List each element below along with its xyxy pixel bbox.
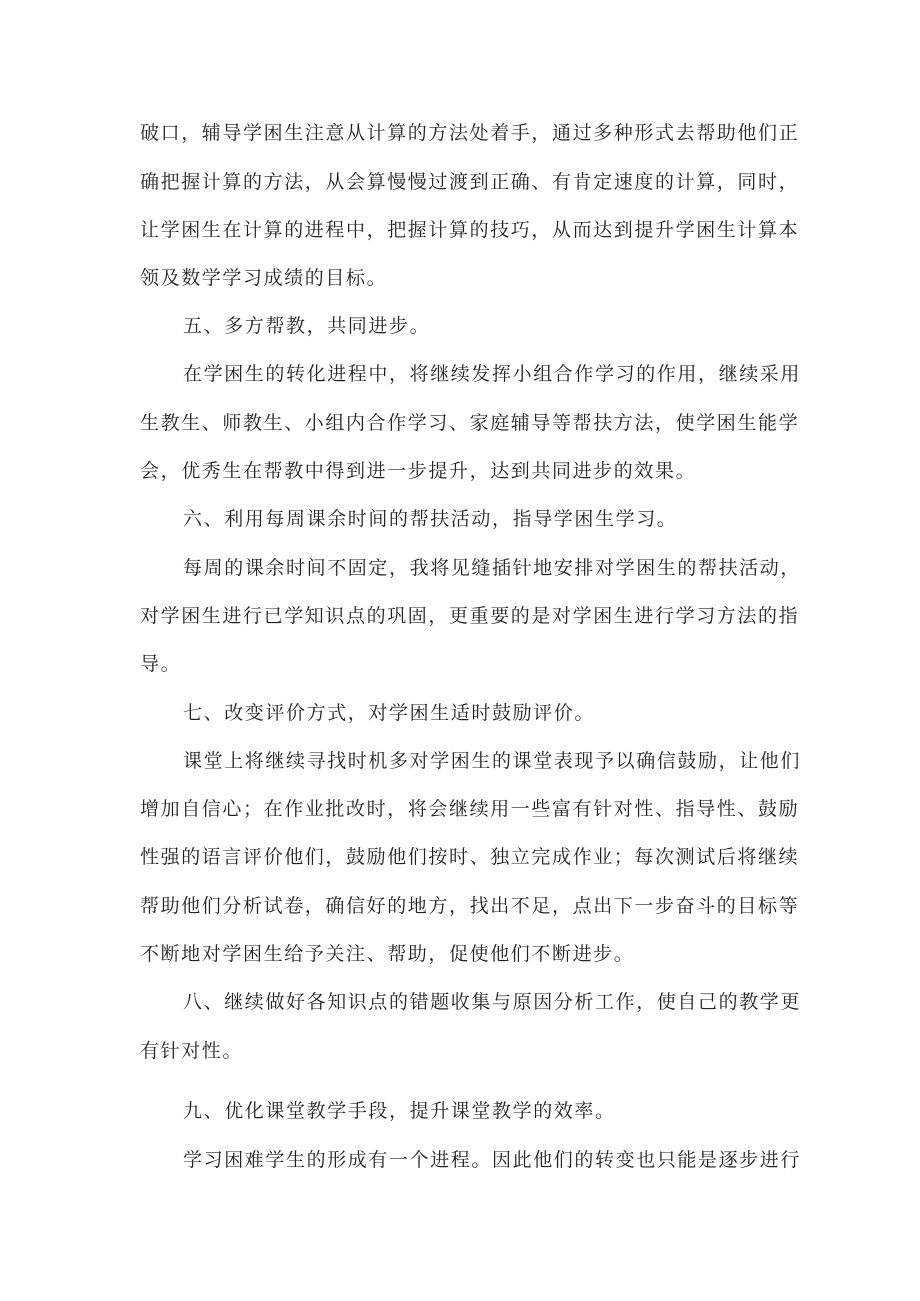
section-heading: 八、继续做好各知识点的错题收集与原因分析工作，使自己的教学更: [183, 991, 802, 1013]
text-line: 在学困生的转化进程中，将继续发挥小组合作学习的作用，继续采用: [183, 363, 802, 385]
text-line: 课堂上将继续寻找时机多对学困生的课堂表现予以确信鼓励，让他们: [183, 750, 802, 772]
text-line: 领及数学学习成绩的目标。: [140, 267, 388, 289]
text-line: 对学困生进行已学知识点的巩固，更重要的是对学困生进行学习方法的指: [140, 605, 800, 627]
text-line: 有针对性。: [140, 1040, 244, 1062]
text-line: 每周的课余时间不固定，我将见缝插针地安排对学困生的帮扶活动，: [183, 557, 802, 579]
section-heading: 五、多方帮教，共同进步。: [183, 315, 431, 337]
text-line: 帮助他们分析试卷，确信好的地方，找出不足，点出下一步奋斗的目标等: [140, 895, 800, 917]
text-line: 不断地对学困生给予关注、帮助，促使他们不断进步。: [140, 943, 635, 965]
text-line: 让学困生在计算的进程中，把握计算的技巧，从而达到提升学困生计算本: [140, 219, 800, 241]
text-line: 增加自信心；在作业批改时，将会继续用一些富有针对性、指导性、鼓励: [140, 798, 800, 820]
text-line: 学习困难学生的形成有一个进程。因此他们的转变也只能是逐步进行: [183, 1149, 802, 1171]
text-line: 性强的语言评价他们，鼓励他们按时、独立完成作业；每次测试后将继续: [140, 846, 800, 868]
text-line: 导。: [140, 653, 182, 675]
section-heading: 九、优化课堂教学手段，提升课堂教学的效率。: [183, 1100, 616, 1122]
text-line: 破口，辅导学困生注意从计算的方法处着手，通过多种形式去帮助他们正: [140, 122, 800, 144]
text-line: 会，优秀生在帮教中得到进一步提升，达到共同进步的效果。: [140, 460, 697, 482]
text-line: 确把握计算的方法，从会算慢慢过渡到正确、有肯定速度的计算，同时，: [140, 171, 800, 193]
section-heading: 七、改变评价方式，对学困生适时鼓励评价。: [183, 702, 596, 724]
section-heading: 六、利用每周课余时间的帮扶活动，指导学困生学习。: [183, 508, 678, 530]
text-line: 生教生、师教生、小组内合作学习、家庭辅导等帮扶方法，使学困生能学: [140, 412, 800, 434]
